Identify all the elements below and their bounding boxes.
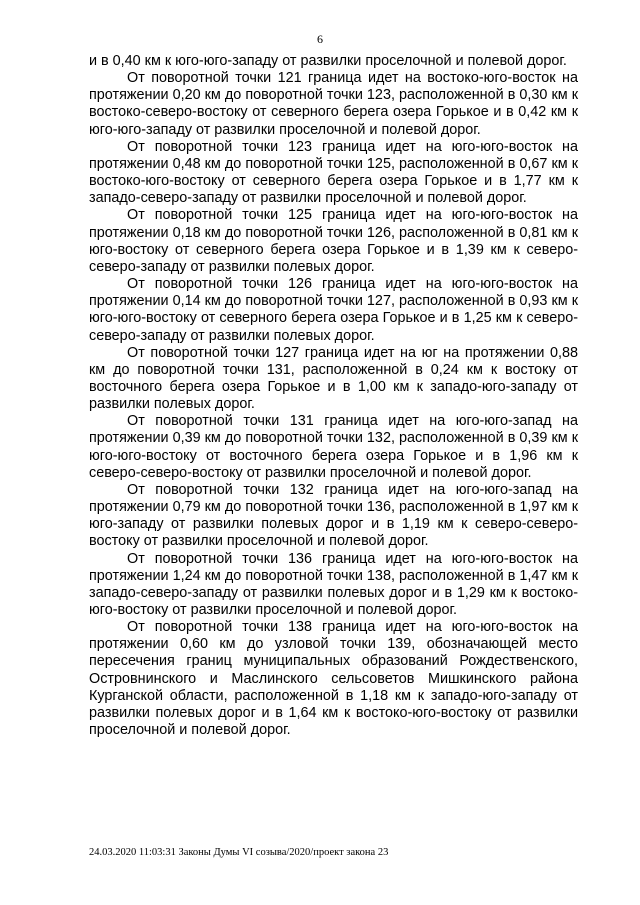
paragraph: От поворотной точки 123 граница идет на юго-юго-восток на протяжении 0,48 км до поворотной точки 125, расположенной в 0,67 км к востоко-юго-востоку от северного берега озера Горькое и в 1,77 км к западо-северо-западу от развилки проселочной и полевой дорог. bbox=[89, 138, 578, 207]
page-number: 6 bbox=[317, 32, 323, 46]
paragraph: От поворотной точки 125 граница идет на юго-юго-восток на протяжении 0,18 км до поворотной точки 126, расположенной в 0,81 км к юго-востоку от северного берега озера Горькое и в 1,39 км к северо-северо-западу от развилки полевых дорог. bbox=[89, 207, 578, 275]
paragraph: От поворотной точки 131 граница идет на юго-юго-запад на протяжении 0,39 км до поворотной точки 132, расположенной в 0,39 км к юго-юго-востоку от восточного берега озера Горькое и в 1,96 км к северо-северо-востоку от развилки проселочной и полевой дорог. bbox=[89, 413, 578, 481]
document-footer: 24.03.2020 11:03:31 Законы Думы VI созыва/2020/проект закона 23 bbox=[89, 847, 389, 858]
document-body bbox=[89, 53, 578, 739]
paragraph: и в 0,40 км к юго-юго-западу от развилки проселочной и полевой дорог. bbox=[89, 53, 567, 69]
paragraph: От поворотной точки 127 граница идет на юг на протяжении 0,88 км до поворотной точки 131, расположенной в 0,24 км к востоку от восточного берега озера Горькое и в 1,00 км к западо-юго-западу от развилки полевых дорог. bbox=[89, 344, 578, 413]
paragraph: От поворотной точки 126 граница идет на юго-юго-восток на протяжении 0,14 км до поворотной точки 127, расположенной в 0,93 км к юго-юго-востоку от северного берега озера Горькое и в 1,25 км к северо-северо-западу от развилки полевых дорог. bbox=[89, 276, 578, 344]
paragraph: От поворотной точки 132 граница идет на юго-юго-запад на протяжении 0,79 км до поворотной точки 136, расположенной в 1,97 км к юго-западу от развилки полевых дорог и в 1,19 км к северо-северо-востоку от развилки проселочной и полевой дорог. bbox=[89, 481, 578, 550]
paragraph: От поворотной точки 121 граница идет на востоко-юго-восток на протяжении 0,20 км до поворотной точки 123, расположенной в 0,30 км к востоко-северо-востоку от северного берега озера Горькое и в 0,42 км к юго-юго-западу от развилки проселочной и полевой дорог. bbox=[89, 70, 578, 138]
paragraph: От поворотной точки 136 граница идет на юго-юго-восток на протяжении 1,24 км до поворотной точки 138, расположенной в 1,47 км к западо-северо-западу от развилки полевых дорог и в 1,29 км к востоко-юго-востоку от развилки проселочной и полевой дорог. bbox=[89, 550, 578, 618]
paragraph: От поворотной точки 138 граница идет на юго-юго-восток на протяжении 0,60 км до узловой точки 139, обозначающей место пересечения границ муниципальных образований Рождественского, Островнинского и Маслинского сельсоветов Мишкинского района Курганской области, расположенной в 1,18 км к западо-юго-западу от развилки полевых дорог и в 1,64 км к востоко-юго-востоку от развилки проселочной и полевой дорог. bbox=[89, 619, 578, 739]
